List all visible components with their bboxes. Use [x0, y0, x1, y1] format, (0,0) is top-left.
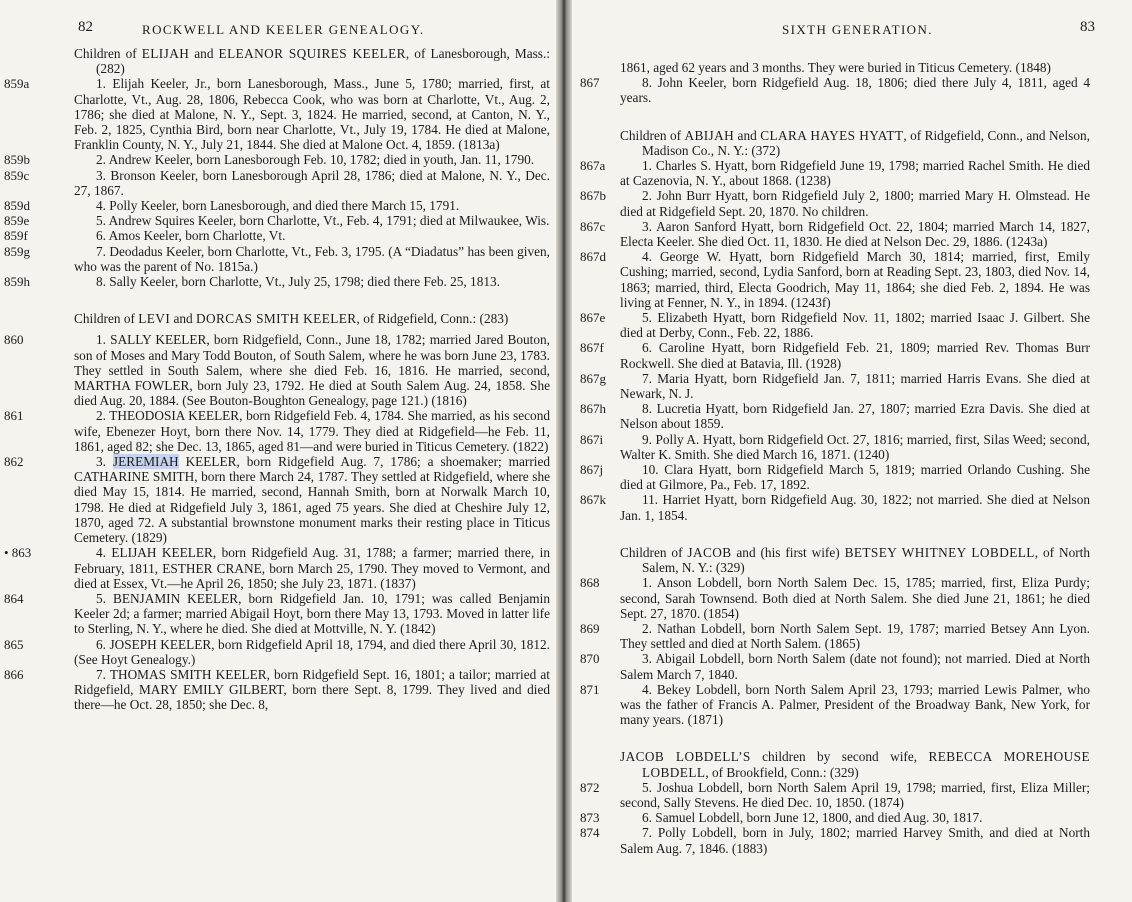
entry-number: 870: [580, 651, 600, 667]
entry-number: 867: [580, 75, 600, 91]
entry-number: 867f: [580, 340, 604, 356]
entry-number: 860: [4, 332, 24, 348]
section-intro: JACOB LOBDELL’S children by second wife, REBECCA MOREHOUSE LOBDELL, of Brookfield, Conn.: (329): [620, 749, 1090, 780]
entry: 866 7. THOMAS SMITH KEELER, born Ridgefield Sept. 16, 1801; a tailor; married at Ridgefield, MARY EMILY GILBERT, born there Sept. 8, 1799. They lived and died there—he Oct. 28, 1850; she Dec. 8,: [4, 666, 550, 713]
entry-number: 859g: [4, 243, 30, 259]
entry: 872 5. Joshua Lobdell, born North Salem April 19, 1798; married, first, Eliza Miller; second, Sally Stevens. He died Dec. 10, 1850. (1874): [580, 779, 1090, 810]
entry: 867c 3. Aaron Sanford Hyatt, born Ridgefield Oct. 22, 1804; married March 14, 1827, Electa Keeler. She died Oct. 11, 1830. He died at Nelson Dec. 29, 1886. (1243a): [580, 218, 1090, 250]
entry: 861 2. THEODOSIA KEELER, born Ridgefield Feb. 4, 1784. She married, as his second wife, Ebenezer Hoyt, born there Nov. 14, 1779. They died at Ridgefield—he Feb. 11, 1861, aged 82; she Dec. 13, 1865, aged 81—and were buried in Titicus Cemetery. (1822): [4, 408, 550, 454]
entry-number: 867g: [580, 370, 606, 386]
entry-number: 874: [580, 825, 600, 841]
entry-number: 859e: [4, 213, 30, 229]
entry: 859e 5. Andrew Squires Keeler, born Charlotte, Vt., Feb. 4, 1791; died at Milwaukee, Wis.: [4, 213, 550, 229]
entry-number: 859c: [4, 167, 30, 183]
entry-number: 872: [580, 779, 600, 795]
highlighted-search-term[interactable]: JEREMIAH: [112, 454, 179, 470]
left-page: [0, 0, 556, 902]
page-content: [580, 60, 1090, 856]
page-content: [4, 46, 551, 713]
entry-number: 867i: [580, 431, 604, 447]
entry: 874 7. Polly Lobdell, born in July, 1802; married Harvey Smith, and died at North Salem Aug. 7, 1846. (1883): [580, 825, 1090, 856]
entry: 867e 5. Elizabeth Hyatt, born Ridgefield Nov. 11, 1802; married Isaac J. Gilbert. She died at Derby, Conn., Feb. 22, 1886.: [580, 310, 1090, 341]
entry: 867a 1. Charles S. Hyatt, born Ridgefield June 19, 1798; married Rachel Smith. He died at Cazenovia, N. Y., about 1868. (1238): [580, 158, 1090, 189]
right-page: [572, 0, 1132, 902]
entry: 865 6. JOSEPH KEELER, born Ridgefield April 18, 1794, and died there April 30, 1812. (See Hoyt Genealogy.): [4, 636, 550, 667]
entry: 867f 6. Caroline Hyatt, born Ridgefield Feb. 21, 1809; married Rev. Thomas Burr Rockwell. She died at Batavia, Ill. (1928): [580, 340, 1090, 371]
entry: 867d 4. George W. Hyatt, born Ridgefield March 30, 1814; married, first, Emily Cushing; married, second, Lydia Sanford, born at Reading Sept. 23, 1803, died Nov. 14, 1863; married, third, Electa Goodrich, May 11, 1864; she died Feb. 2, 1894. He was living at Fenner, N. Y., in 1894. (1243f): [580, 249, 1090, 310]
entry-number: 859h: [4, 274, 30, 290]
book-gutter: [556, 0, 572, 902]
entry-number: • 863: [4, 545, 32, 561]
continuation-text: 1861, aged 62 years and 3 months. They were buried in Titicus Cemetery. (1848): [620, 60, 1051, 75]
entry: 859c 3. Bronson Keeler, born Lanesborough April 28, 1786; died at Malone, N. Y., Dec. 27, 1867.: [4, 167, 550, 198]
entry: 869 2. Nathan Lobdell, born North Salem Sept. 19, 1787; married Betsey Ann Lyon. They settled and died at North Salem. (1865): [580, 620, 1090, 652]
entry-number: 867b: [580, 188, 606, 204]
entry-number: 859a: [4, 76, 30, 92]
section-intro: Children of ABIJAH and CLARA HAYES HYATT, of Ridgefield, Conn., and Nelson, Madison Co., N. Y.: (372): [620, 127, 1090, 158]
page-number: 83: [1080, 19, 1095, 35]
section-intro: Children of LEVI and DORCAS SMITH KEELER, of Ridgefield, Conn.: (283): [74, 311, 509, 327]
entry: 867g 7. Maria Hyatt, born Ridgefield Jan. 7, 1811; married Harris Evans. She died at Newark, N. J.: [580, 370, 1090, 402]
entry-number: 867k: [580, 492, 606, 508]
page-number: 82: [78, 19, 93, 35]
entry-number: 859d: [4, 198, 30, 214]
entry: 859b 2. Andrew Keeler, born Lanesborough Feb. 10, 1782; died in youth, Jan. 11, 1790.: [4, 152, 535, 168]
entry-number: 861: [4, 408, 24, 424]
entry: 870 3. Abigail Lobdell, born North Salem (date not found); not married. Died at North Salem March 7, 1840.: [580, 651, 1090, 682]
entry-number: 867e: [580, 310, 606, 326]
section-intro: Children of ELIJAH and ELEANOR SQUIRES KEELER, of Lanesborough, Mass.: (282): [74, 46, 550, 77]
entry: 859a 1. Elijah Keeler, Jr., born Lanesborough, Mass., June 5, 1780; married, first, at Charlotte, Vt., Aug. 28, 1806, Rebecca Cook, who was born at Charlotte, Vt., Aug. 2, 1786; she died at Malone, N. Y., Sept. 3, 1824. He married, second, at Canton, N. Y., Feb. 2, 1825, Cynthia Bird, born near Charlotte, Vt., July 19, 1784. He died at Malone, Franklin County, N. Y., July 21, 1844. She died at Malone Oct. 4, 1859. (1813a): [4, 76, 550, 153]
entry: 867i 9. Polly A. Hyatt, born Ridgefield Oct. 27, 1816; married, first, Silas Weed; second, Walter K. Smith. She died March 16, 1871. (1240): [580, 431, 1090, 462]
entry: 859f 6. Amos Keeler, born Charlotte, Vt.: [4, 228, 286, 244]
entry: 868 1. Anson Lobdell, born North Salem Dec. 15, 1785; married, first, Eliza Purdy; second, Sarah Townsend. Both died at North Salem. She died June 21, 1861; he died Sept. 27, 1870. (1854): [580, 575, 1090, 621]
entry-number: 873: [580, 810, 600, 826]
entry: 867b 2. John Burr Hyatt, born Ridgefield July 2, 1800; married Mary H. Olmstead. He died at Ridgefield Sept. 20, 1870. No children.: [580, 188, 1090, 219]
entry-number: 871: [580, 681, 600, 697]
entry: 860 1. SALLY KEELER, born Ridgefield, Conn., June 18, 1782; married Jared Bouton, son of Moses and Mary Todd Bouton, of South Salem, where he was born June 23, 1783. They settled in South Salem, where she died Feb. 16, 1816. He married, second, MARTHA FOWLER, born July 23, 1792. He died at South Salem Aug. 24, 1858. She died Aug. 20, 1884. (See Bouton-Boughton Genealogy, page 121.) (1816): [4, 332, 550, 409]
entry: 864 5. BENJAMIN KEELER, born Ridgefield Jan. 10, 1791; was called Benjamin Keeler 2d; a farmer; married Abigail Hoyt, born there May 13, 1793. Moved in latter life to Sterling, N. Y., where he died. She died at Mottville, N. Y. (1842): [4, 590, 550, 637]
entry: 867k 11. Harriet Hyatt, born Ridgefield Aug. 30, 1822; not married. She died at Nelson Jan. 1, 1854.: [580, 492, 1090, 523]
entry-number: 869: [580, 620, 600, 636]
entry-number: 859f: [4, 228, 28, 244]
entry-number: 867c: [580, 218, 606, 234]
running-head: ROCKWELL AND KEELER GENEALOGY.: [142, 22, 425, 37]
entry: 867j 10. Clara Hyatt, born Ridgefield March 5, 1819; married Orlando Cushing. She died at Gilmore, Pa., Feb. 17, 1892.: [580, 462, 1090, 493]
entry-number: 866: [4, 666, 24, 682]
entry-number: 859b: [4, 152, 30, 168]
entry: 859g 7. Deodadus Keeler, born Charlotte, Vt., Feb. 3, 1795. (A “Diadatus” has been given, who was the parent of No. 1815a.): [4, 243, 550, 274]
entry: • 863 4. ELIJAH KEELER, born Ridgefield Aug. 31, 1788; a farmer; married there, in February, 1811, ESTHER CRANE, born March 25, 1790. They moved to Vermont, and died at Essex, Vt.—he April 26, 1850; she July 23, 1871. (1837): [4, 545, 550, 591]
entry-number: 862: [4, 454, 24, 470]
entry: 859h 8. Sally Keeler, born Charlotte, Vt., July 25, 1798; died there Feb. 25, 1813.: [4, 274, 500, 290]
entry: 871 4. Bekey Lobdell, born North Salem April 23, 1793; married Lewis Palmer, who was the father of Francis A. Palmer, President of the Broadway Bank, New York, for many years. (1871): [580, 681, 1090, 728]
entry: 873 6. Samuel Lobdell, born June 12, 1800, and died Aug. 30, 1817.: [580, 810, 983, 826]
entry-number: 867j: [580, 462, 604, 478]
entry: 867h 8. Lucretia Hyatt, born Ridgefield Jan. 27, 1807; married Ezra Davis. She died at Nelson about 1859.: [580, 401, 1090, 432]
entry: 859d 4. Polly Keeler, born Lanesborough, and died there March 15, 1791.: [4, 198, 460, 214]
entry-number: 867h: [580, 401, 606, 417]
entry-number: 867d: [580, 249, 606, 265]
entry: 867 8. John Keeler, born Ridgefield Aug. 18, 1806; died there July 4, 1811, aged 4 years.: [580, 75, 1090, 106]
entry-number: 864: [4, 590, 24, 606]
entry-number: 867a: [580, 158, 606, 174]
running-head: SIXTH GENERATION.: [782, 22, 933, 37]
section-intro: Children of JACOB and (his first wife) BETSEY WHITNEY LOBDELL, of North Salem, N. Y.: (329): [620, 544, 1090, 576]
entry-number: 868: [580, 575, 600, 591]
entry: 862 3. JEREMIAH KEELER, born Ridgefield Aug. 7, 1786; a shoemaker; married CATHARINE SMITH, born there March 24, 1787. They settled at Ridgefield, where she died May 15, 1814. He married, second, Hannah Smith, born at Norwalk March 10, 1798. He died at Ridgefield July 3, 1861, aged 75 years. She died at Cheshire July 12, 1870, aged 72. A substantial brownstone monument marks their resting place in Titicus Cemetery. (1829): [4, 454, 551, 546]
entry-number: 865: [4, 636, 24, 652]
